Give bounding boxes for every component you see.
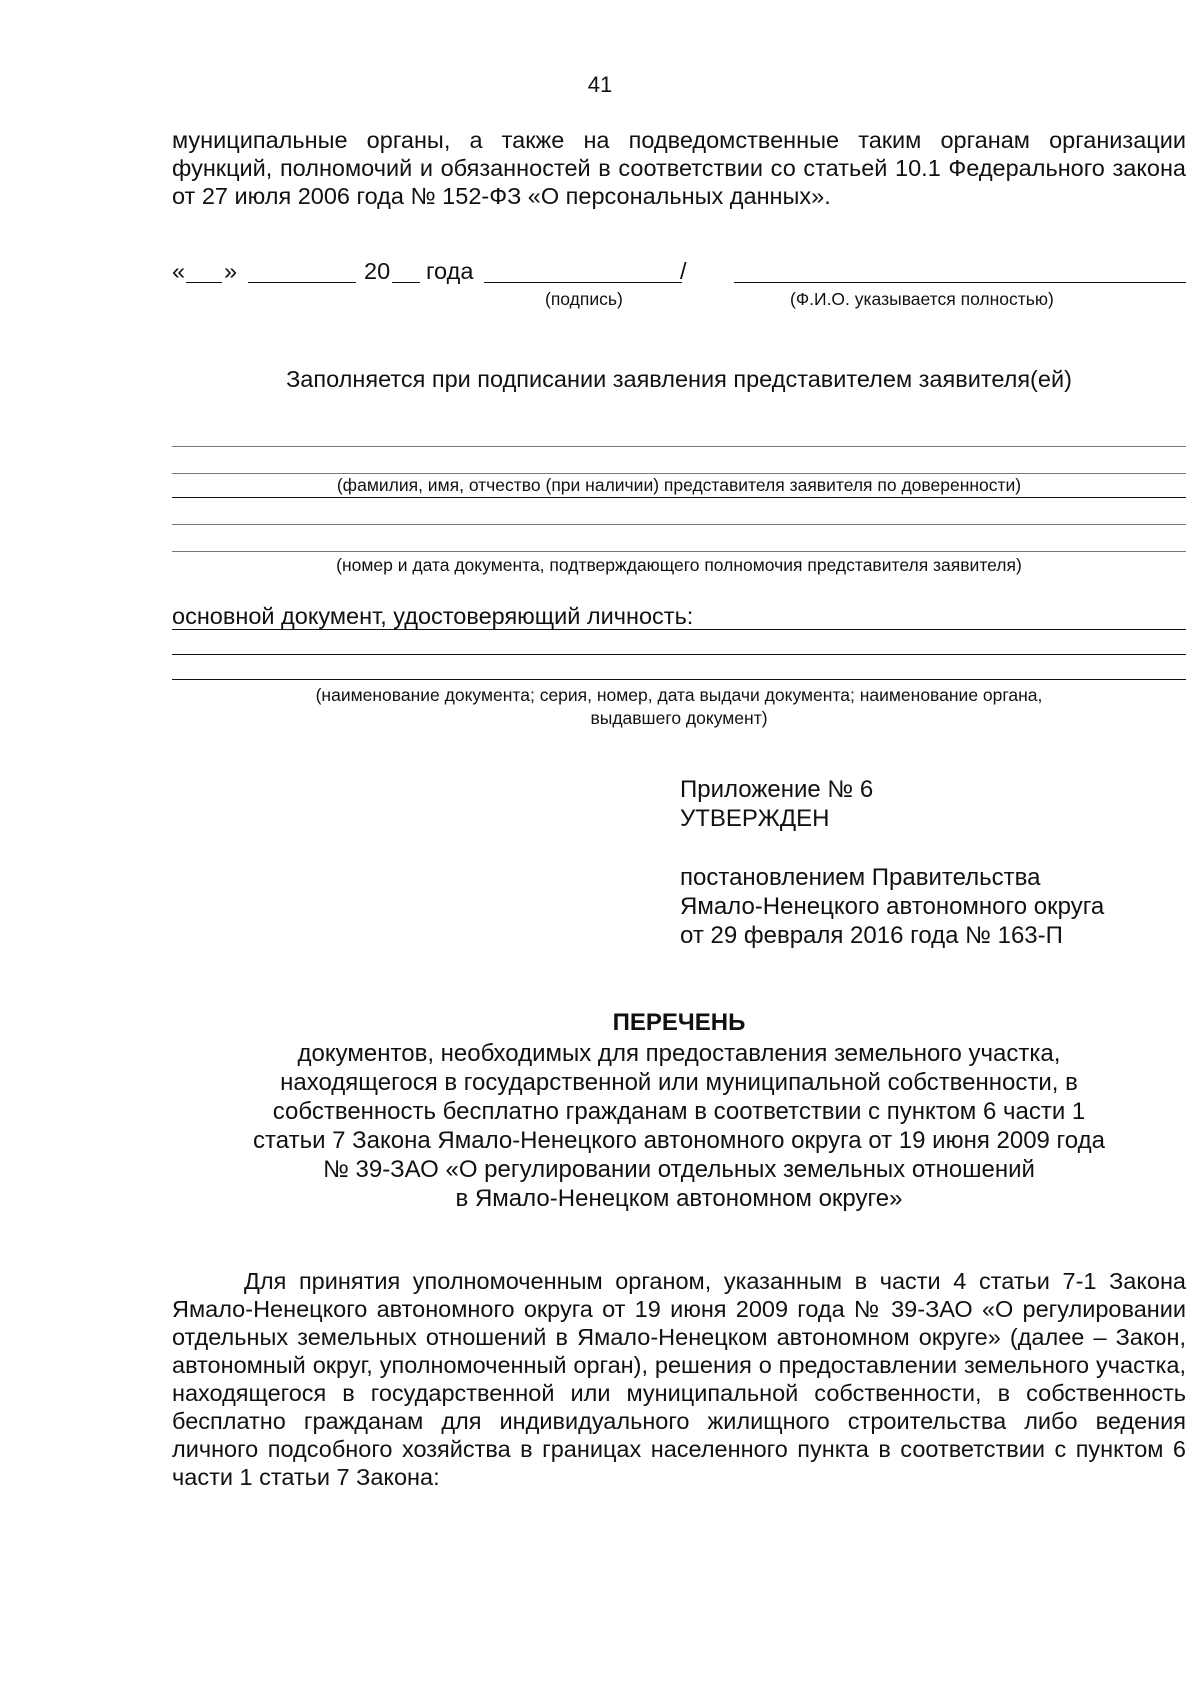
caption-id-document-2: выдавшего документ) (590, 708, 768, 728)
authority-document-line-1 (172, 524, 1186, 525)
subtitle-line: документов, необходимых для предоставления земельного участка, (297, 1040, 1061, 1067)
appendix-header (680, 775, 873, 833)
approved-by (680, 863, 1104, 950)
year-prefix: 20 (364, 258, 391, 284)
representative-heading: Заполняется при подписании заявления представителем заявителя(ей) (286, 366, 1072, 392)
authority-document-line-2 (172, 551, 1186, 552)
subtitle-line: находящегося в государственной или муниципальной собственности, в (280, 1069, 1078, 1096)
close-quote: » (224, 258, 238, 284)
caption-full-name: (Ф.И.О. указывается полностью) (790, 289, 1054, 309)
approved-by-line-1: постановлением Правительства (680, 864, 1041, 891)
subtitle-line: № 39-ЗАО «О регулировании отдельных земельных отношений (323, 1156, 1035, 1183)
caption-authority-document: (номер и дата документа, подтверждающего полномочия представителя заявителя) (336, 555, 1022, 575)
id-document-line-2 (172, 654, 1186, 655)
main-paragraph: Для принятия уполномоченным органом, указанным в части 4 статьи 7-1 Закона Ямало-Ненецкого автономного округа от 19 июня 2009 года № 39-ЗАО «О регулировании отдельных земельных отношений в Ямало-Ненецком автономном округе» (далее – Закон, автономный округ, уполномоченный орган), решения о предоставлении земельного участка, находящегося в государственной или муниципальной собственности, в собственность бесплатно гражданам для индивидуального жилищного строительства либо ведения личного подсобного хозяйства в границах населенного пункта в соответствии с пунктом 6 части 1 статьи 7 Закона: (172, 1268, 1186, 1490)
subtitle-line: статьи 7 Закона Ямало-Ненецкого автономного округа от 19 июня 2009 года (253, 1127, 1105, 1154)
id-document-label: основной документ, удостоверяющий личность: (172, 603, 694, 629)
year-blank (392, 282, 420, 283)
list-subtitle (172, 1039, 1186, 1213)
caption-signature: (подпись) (545, 289, 623, 309)
page-number: 41 (587, 72, 613, 97)
representative-name-underline (172, 497, 1186, 498)
subtitle-line: в Ямало-Ненецком автономном округе» (455, 1185, 903, 1212)
open-quote: « (172, 258, 186, 284)
approved-label: УТВЕРЖДЕН (680, 805, 830, 832)
approved-by-line-2: Ямало-Ненецкого автономного округа (680, 893, 1105, 920)
id-document-line-3 (172, 679, 1186, 680)
appendix-number: Приложение № 6 (680, 776, 874, 803)
month-blank (248, 282, 356, 283)
signature-line (172, 258, 1186, 288)
approved-by-line-3: от 29 февраля 2016 года № 163-П (680, 922, 1063, 949)
subtitle-line: собственность бесплатно гражданам в соответствии с пунктом 6 части 1 (272, 1098, 1086, 1125)
full-name-blank (734, 282, 1186, 283)
year-suffix: года (426, 258, 474, 284)
day-blank (186, 282, 222, 283)
caption-id-document-1: (наименование документа; серия, номер, дата выдачи документа; наименование органа, (315, 685, 1043, 705)
list-title: ПЕРЕЧЕНЬ (612, 1009, 746, 1036)
signature-blank (484, 282, 682, 283)
slash: / (680, 258, 687, 284)
id-document-line-1 (172, 629, 1186, 630)
caption-representative-name: (фамилия, имя, отчество (при наличии) представителя заявителя по доверенности) (336, 475, 1022, 495)
top-paragraph: муниципальные органы, а также на подведомственные таким органам организации функций, полномочий и обязанностей в соответствии со статьей 10.1 Федерального закона от 27 июля 2006 года № 152-ФЗ «О персональных данных». (172, 127, 1186, 209)
representative-name-line-1 (172, 446, 1186, 447)
